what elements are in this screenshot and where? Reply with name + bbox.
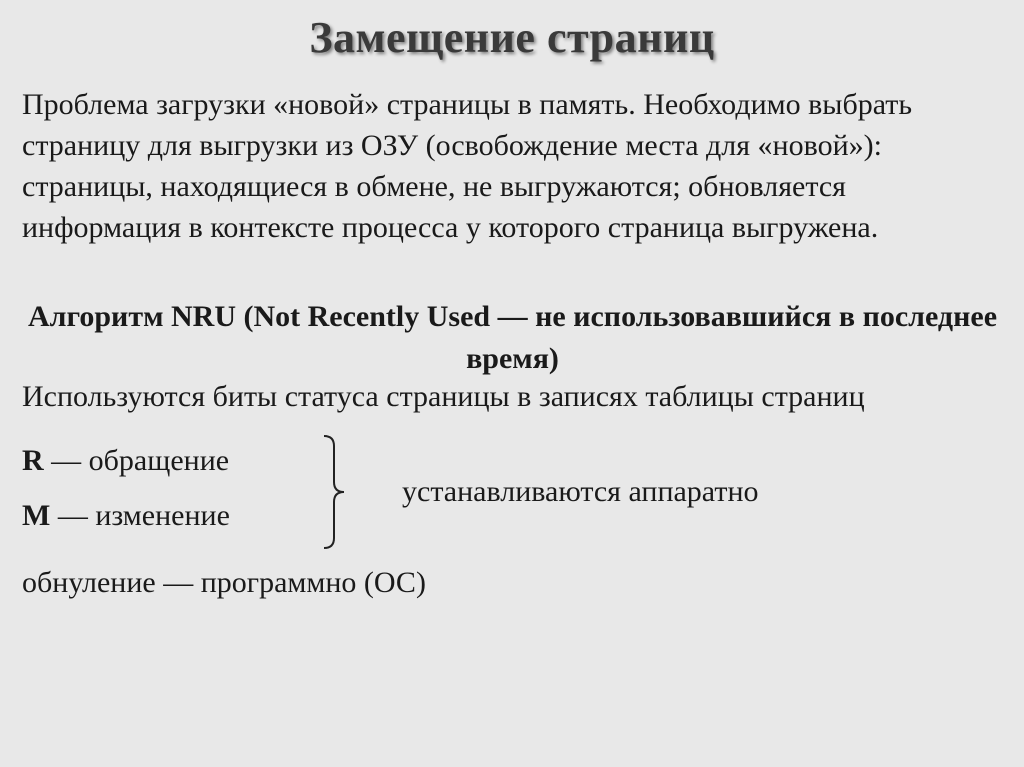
reset-note: обнуление — программно (ОС)	[22, 566, 426, 599]
bit-m-letter: M	[22, 499, 51, 532]
slide-title: Замещение страниц	[309, 13, 715, 62]
bit-r-desc: — обращение	[43, 444, 230, 477]
algorithm-heading: Алгоритм NRU (Not Recently Used — не использовавшийся в последнее время)	[27, 300, 998, 375]
usage-text: Используются биты статуса страницы в записях таблицы страниц	[22, 380, 865, 413]
intro-paragraph: Проблема загрузки «новой» страницы в память. Необходимо выбрать страницу для выгрузки из ОЗУ (освобождение места для «новой»): страницы, находящиеся в обмене, не выгружаются; обновляется информация в контексте процесса у которого страница выгружена.	[22, 88, 913, 244]
bit-m-desc: — изменение	[50, 499, 230, 532]
bit-r-letter: R	[22, 444, 44, 477]
right-brace-icon	[318, 434, 358, 550]
hardware-note: устанавливаются аппаратно	[402, 475, 759, 508]
bit-r-line	[22, 441, 229, 481]
bit-m-line	[22, 496, 230, 536]
